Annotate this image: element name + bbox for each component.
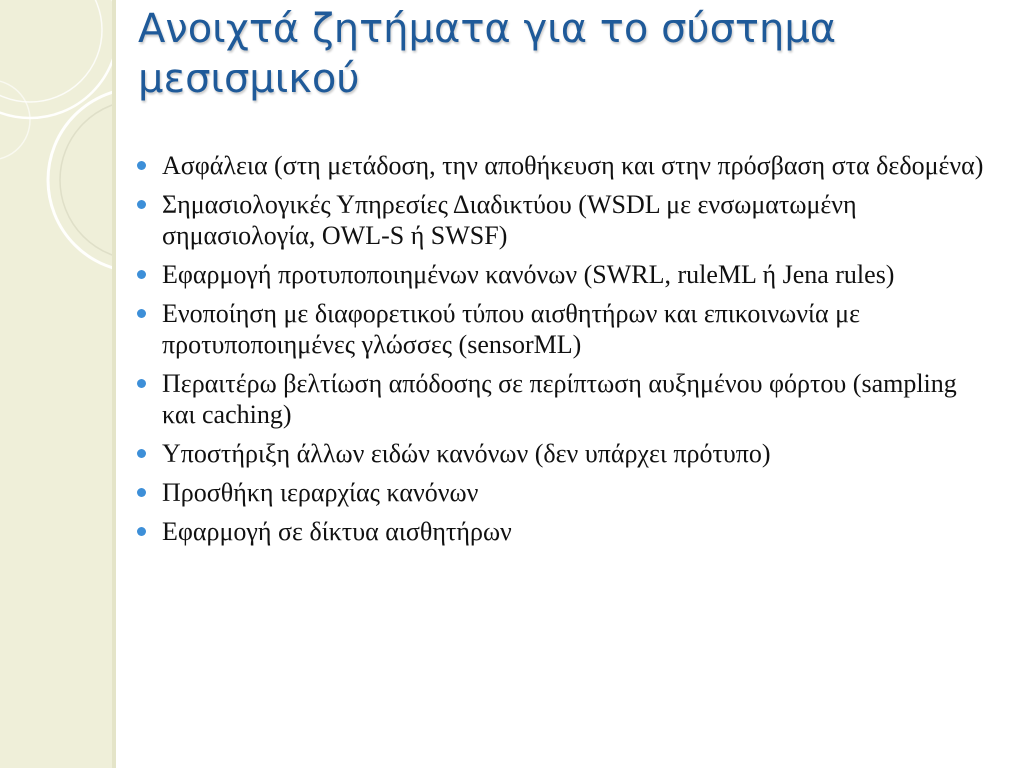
list-item-text: Εφαρμογή σε δίκτυα αισθητήρων	[162, 517, 512, 546]
bullet-list	[134, 150, 984, 555]
bullet-dot-icon	[137, 527, 146, 536]
bullet-dot-icon	[137, 309, 146, 318]
list-item	[134, 438, 984, 469]
list-item	[134, 516, 984, 547]
list-item-text: Εφαρμογή προτυποποιημένων κανόνων (SWRL, ruleML ή Jena rules)	[162, 260, 895, 289]
list-item	[134, 368, 984, 430]
list-item-text: Σημασιολογικές Υπηρεσίες Διαδικτύου (WSDL με ενσωματωμένη σημασιολογία, OWL-S ή SWSF)	[162, 190, 857, 250]
decorative-side-band	[0, 0, 116, 768]
list-item	[134, 189, 984, 251]
list-item	[134, 477, 984, 508]
decorative-circles-icon	[0, 0, 116, 768]
list-item	[134, 259, 984, 290]
list-item	[134, 150, 984, 181]
band-edge-divider	[112, 0, 116, 768]
list-item-text: Ασφάλεια (στη μετάδοση, την αποθήκευση και στην πρόσβαση στα δεδομένα)	[162, 151, 984, 180]
list-item-text: Προσθήκη ιεραρχίας κανόνων	[162, 478, 479, 507]
slide-title: Ανοιχτά ζητήματα για το σύστημα μεσισμικού	[138, 6, 837, 102]
list-item-text: Ενοποίηση με διαφορετικού τύπου αισθητήρων και επικοινωνία με προτυποποιημένες γλώσσες (sensorML)	[162, 299, 860, 359]
bullet-dot-icon	[137, 449, 146, 458]
bullet-dot-icon	[137, 379, 146, 388]
list-item-text: Υποστήριξη άλλων ειδών κανόνων (δεν υπάρχει πρότυπο)	[162, 439, 771, 468]
bullet-dot-icon	[137, 488, 146, 497]
bullet-dot-icon	[137, 161, 146, 170]
bullet-dot-icon	[137, 200, 146, 209]
list-item	[134, 298, 984, 360]
list-item-text: Περαιτέρω βελτίωση απόδοσης σε περίπτωση αυξημένου φόρτου (sampling και caching)	[162, 369, 957, 429]
bullet-dot-icon	[137, 270, 146, 279]
